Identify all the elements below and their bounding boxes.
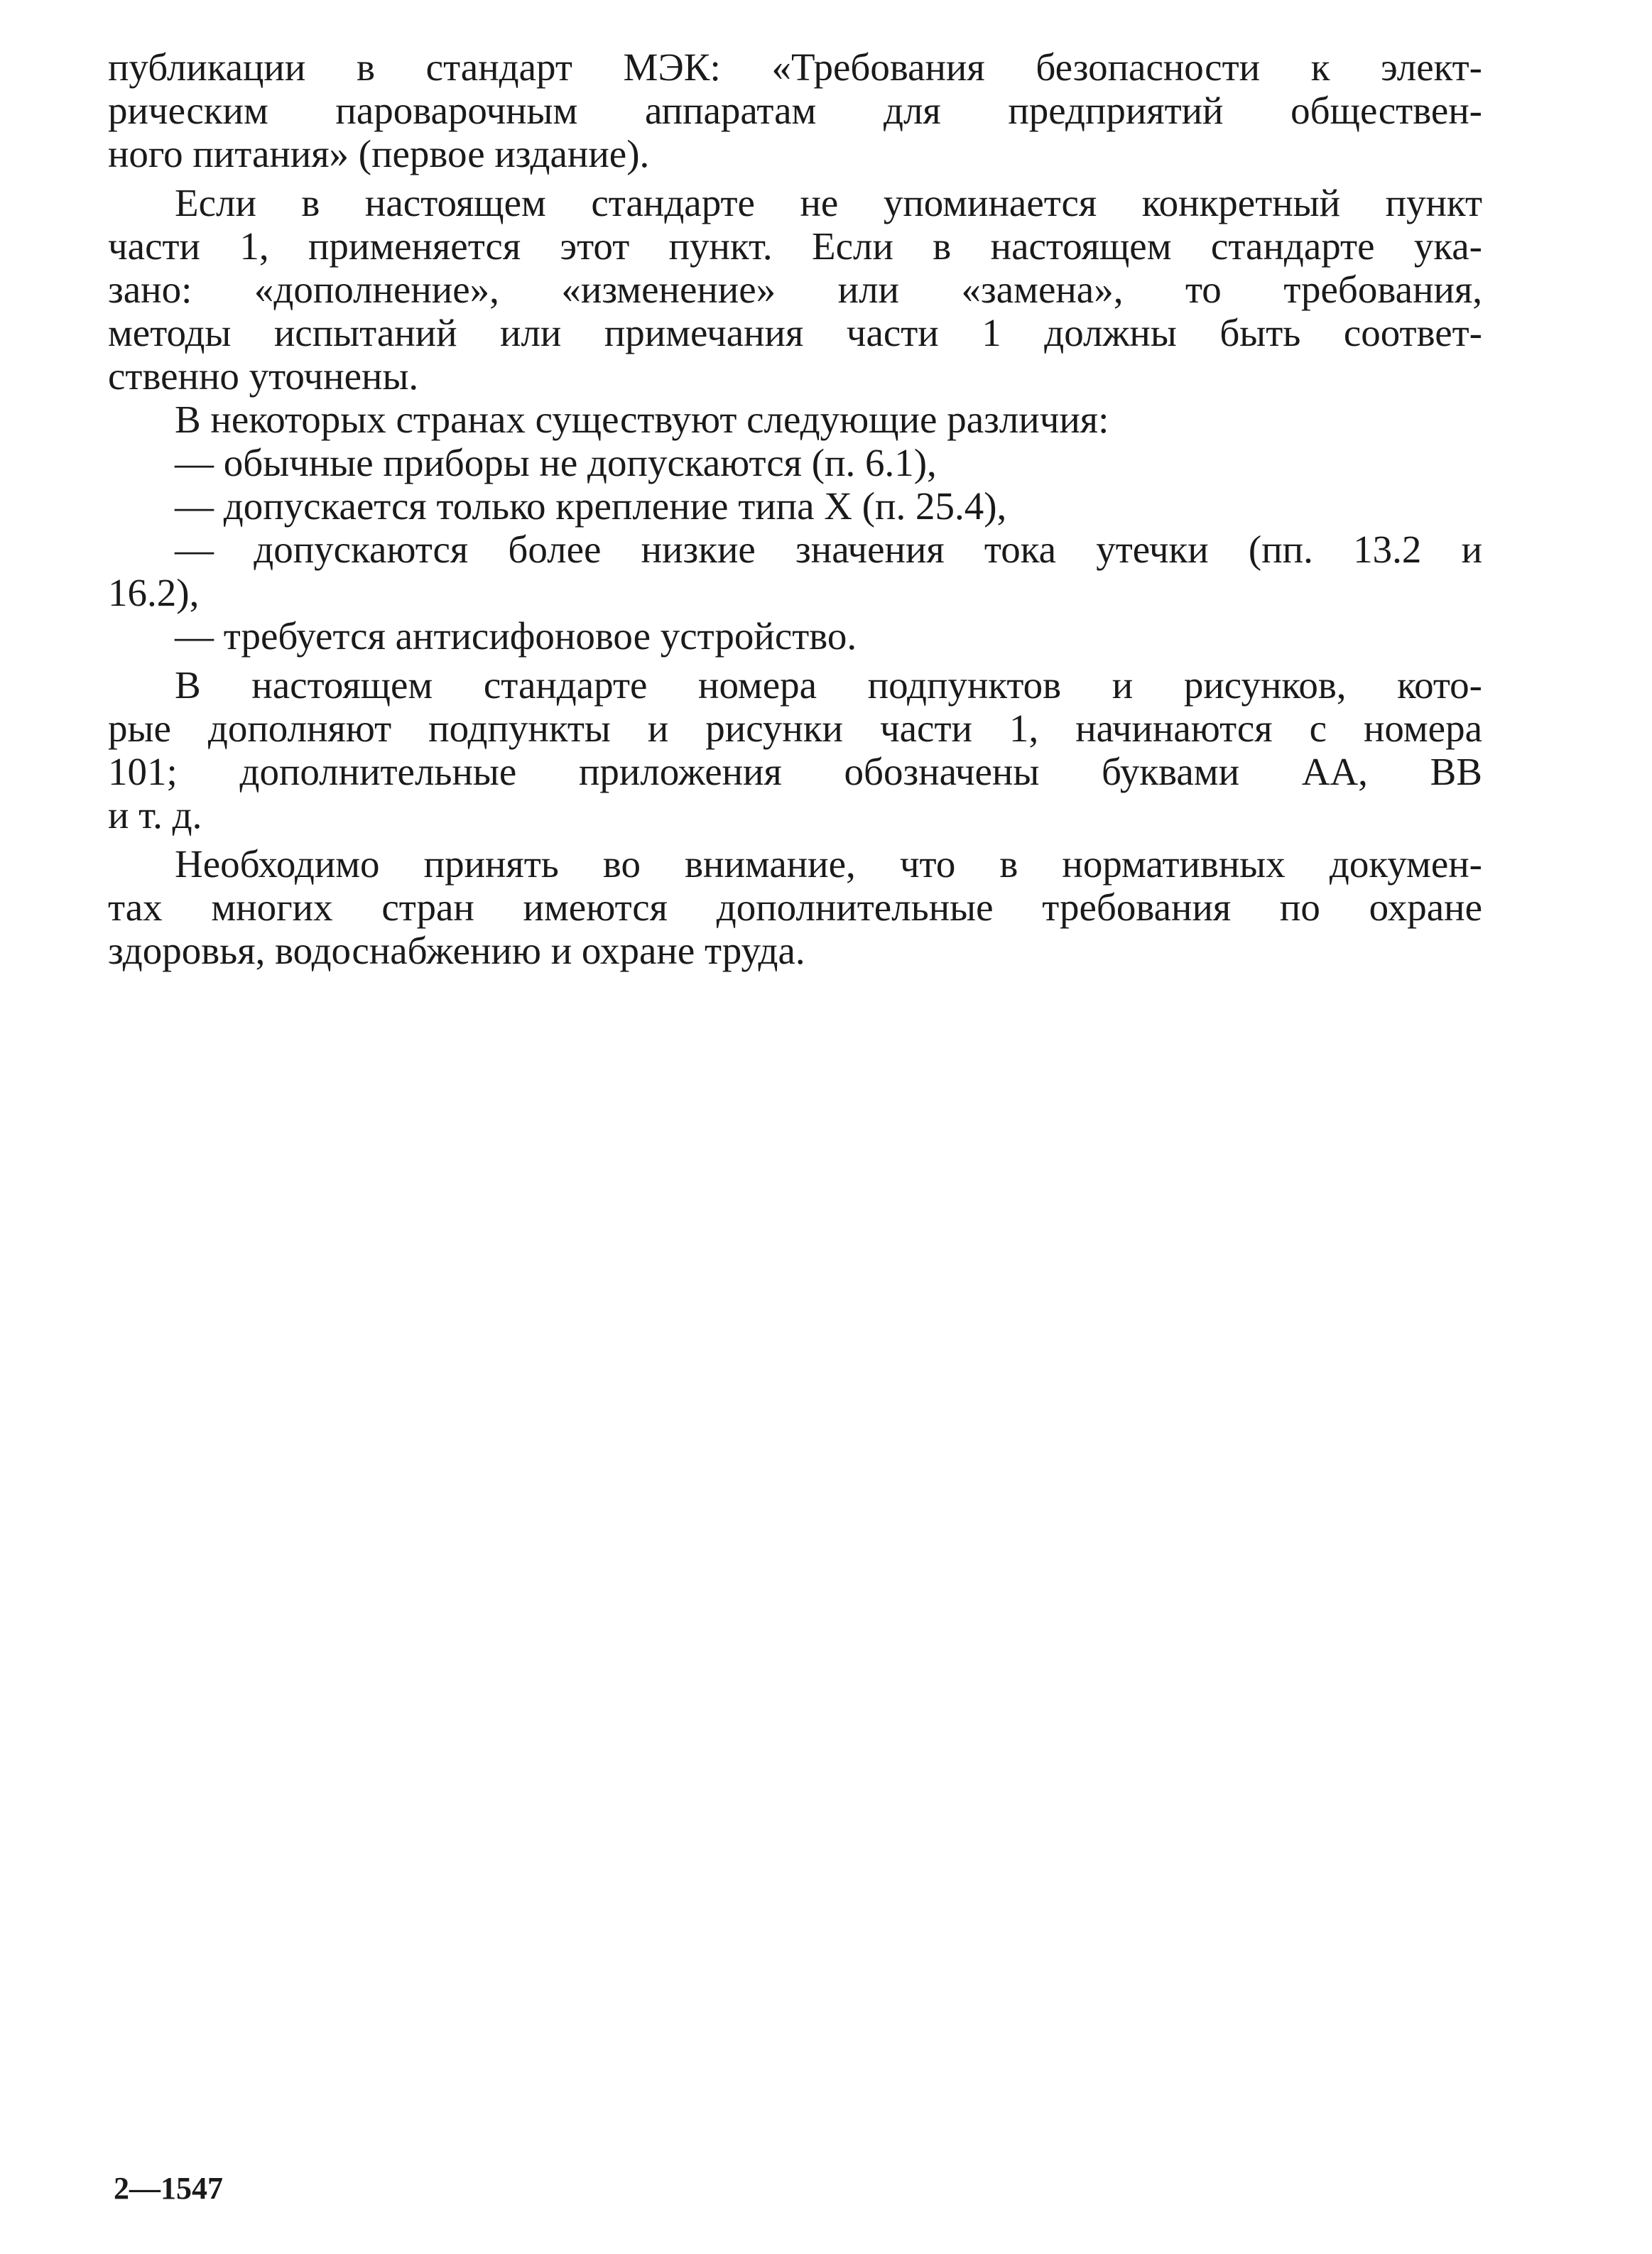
list-item: — требуется антисифоновое устройство.: [175, 614, 857, 658]
text-line: рые дополняют подпункты и рисунки части 1, начинаются с номера: [108, 707, 1482, 750]
list-item: — обычные приборы не допускаются (п. 6.1),: [175, 441, 937, 484]
text-line: публикации в стандарт МЭК: «Требования безопасности к элект-: [108, 45, 1482, 89]
text-line: ного питания» (первое издание).: [108, 132, 650, 175]
list-item-continuation: 16.2),: [108, 571, 200, 614]
page-signature-code: 2—1547: [114, 2171, 223, 2206]
document-page: [108, 45, 1482, 972]
list-item: — допускается только крепление типа X (п. 25.4),: [175, 484, 1007, 528]
text-line: 101; дополнительные приложения обозначены буквами АА, ВВ: [108, 750, 1482, 793]
text-line: Необходимо принять во внимание, что в нормативных докумен-: [175, 842, 1482, 886]
text-line: В настоящем стандарте номера подпунктов и рисунков, кото-: [175, 663, 1482, 707]
text-line: Если в настоящем стандарте не упоминается конкретный пункт: [175, 181, 1482, 224]
text-line: рическим пароварочным аппаратам для предприятий обществен-: [108, 89, 1482, 132]
text-line: здоровья, водоснабжению и охране труда.: [108, 929, 805, 972]
text-line: зано: «дополнение», «изменение» или «замена», то требования,: [108, 268, 1482, 311]
text-line: ственно уточнены.: [108, 354, 419, 398]
text-line: методы испытаний или примечания части 1 должны быть соответ-: [108, 311, 1482, 354]
list-item: — допускаются более низкие значения тока утечки (пп. 13.2 и: [175, 528, 1482, 571]
text-line: тах многих стран имеются дополнительные требования по охране: [108, 886, 1482, 929]
text-line: и т. д.: [108, 793, 202, 837]
text-line: части 1, применяется этот пункт. Если в настоящем стандарте ука-: [108, 224, 1482, 268]
text-line: В некоторых странах существуют следующие различия:: [175, 398, 1109, 441]
